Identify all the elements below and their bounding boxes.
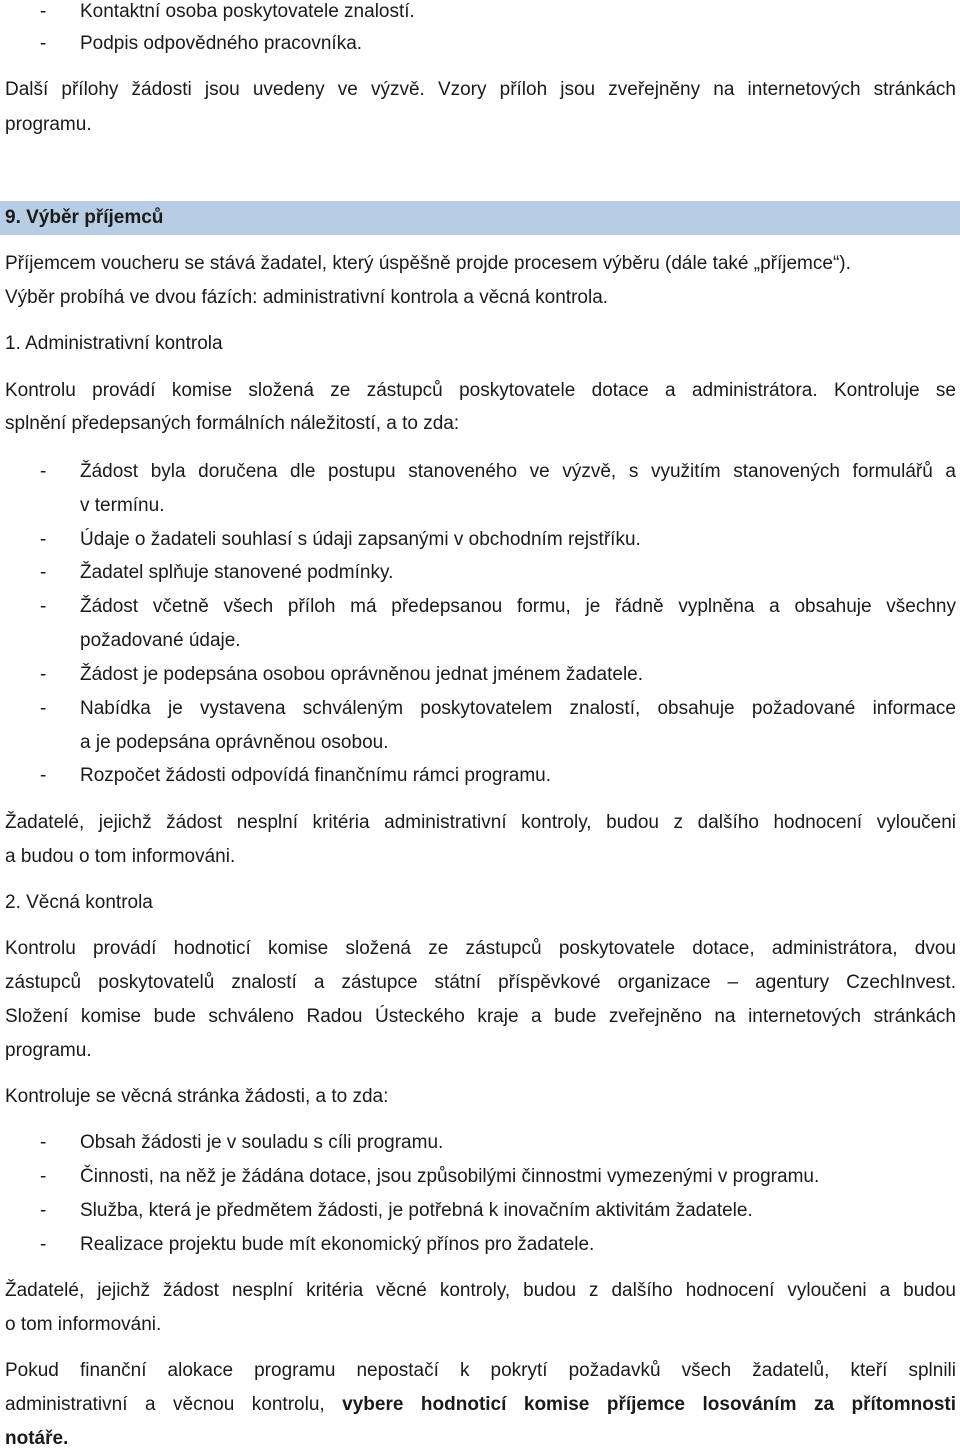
bullet-dash: -: [40, 1234, 47, 1255]
bullet-dash: -: [40, 664, 47, 685]
paragraph-line: a budou o tom informováni.: [5, 846, 236, 867]
list-item: Žadatel splňuje stanovené podmínky.: [80, 562, 394, 583]
bullet-dash: -: [40, 562, 47, 583]
section-heading: 9. Výběr příjemců: [5, 207, 164, 228]
list-item-continuation: a je podepsána oprávněnou osobou.: [80, 732, 389, 753]
list-item: Žádost včetně všech příloh má předepsanou formu, je řádně vyplněna a obsahuje všechny: [80, 596, 956, 617]
bullet-dash: -: [40, 461, 47, 482]
list-item: Žádost je podepsána osobou oprávněnou jednat jménem žadatele.: [80, 664, 644, 685]
paragraph-line: programu.: [5, 1040, 92, 1061]
bullet-dash: -: [40, 33, 47, 54]
list-item: Nabídka je vystavena schváleným poskytovatelem znalostí, obsahuje požadované informace: [80, 698, 956, 719]
list-item: Služba, která je předmětem žádosti, je potřebná k inovačním aktivitám žadatele.: [80, 1200, 753, 1221]
paragraph-text: administrativní a věcnou kontrolu,: [5, 1394, 343, 1415]
emphasized-text: notáře.: [5, 1428, 69, 1449]
subsection-heading: 1. Administrativní kontrola: [5, 333, 223, 354]
list-item: Podpis odpovědného pracovníka.: [80, 33, 363, 54]
paragraph-line: programu.: [5, 114, 92, 135]
list-item-continuation: v termínu.: [80, 495, 165, 516]
list-item: Obsah žádosti je v souladu s cíli programu.: [80, 1132, 444, 1153]
paragraph-line: Kontrolu provádí hodnoticí komise složená ze zástupců poskytovatele dotace, administrátora, dvou: [5, 938, 956, 959]
list-item: Údaje o žadateli souhlasí s údaji zapsanými v obchodním rejstříku.: [80, 529, 641, 550]
paragraph-line: Výběr probíhá ve dvou fázích: administrativní kontrola a věcná kontrola.: [5, 287, 609, 308]
subsection-heading: 2. Věcná kontrola: [5, 892, 153, 913]
bullet-dash: -: [40, 596, 47, 617]
bullet-dash: -: [40, 1166, 47, 1187]
paragraph-line: Složení komise bude schváleno Radou Ústeckého kraje a bude zveřejněno na internetových stránkách: [5, 1006, 956, 1027]
paragraph-line: Žadatelé, jejichž žádost nesplní kritéria administrativní kontroly, budou z dalšího hodnocení vyloučeni: [5, 812, 956, 833]
paragraph-line: Příjemcem voucheru se stává žadatel, který úspěšně projde procesem výběru (dále také „příjemce“).: [5, 253, 851, 274]
paragraph-line: Pokud finanční alokace programu nepostačí k pokrytí požadavků všech žadatelů, kteří splnili: [5, 1360, 956, 1381]
list-item: Realizace projektu bude mít ekonomický přínos pro žadatele.: [80, 1234, 595, 1255]
paragraph-line: Další přílohy žádosti jsou uvedeny ve výzvě. Vzory příloh jsou zveřejněny na internetových stránkách: [5, 79, 956, 100]
list-item-continuation: požadované údaje.: [80, 630, 241, 651]
bullet-dash: -: [40, 1132, 47, 1153]
bullet-dash: -: [40, 529, 47, 550]
emphasized-text: vybere hodnoticí komise příjemce losováním za přítomnosti: [342, 1394, 956, 1415]
paragraph-line: Kontroluje se věcná stránka žádosti, a to zda:: [5, 1086, 389, 1107]
list-item: Žádost byla doručena dle postupu stanoveného ve výzvě, s využitím stanovených formulářů a: [80, 461, 956, 482]
bullet-dash: -: [40, 1, 47, 22]
bullet-dash: -: [40, 698, 47, 719]
bullet-dash: -: [40, 1200, 47, 1221]
paragraph-line: splnění předepsaných formálních náležitostí, a to zda:: [5, 413, 460, 434]
list-item: Činnosti, na něž je žádána dotace, jsou způsobilými činnostmi vymezenými v programu.: [80, 1166, 820, 1187]
paragraph-line: Kontrolu provádí komise složená ze zástupců poskytovatele dotace a administrátora. Kontroluje se: [5, 380, 956, 401]
paragraph-line-mixed: [5, 1393, 956, 1417]
paragraph-line: zástupců poskytovatelů znalostí a zástupce státní příspěvkové organizace – agentury CzechInvest.: [5, 972, 956, 993]
list-item: Kontaktní osoba poskytovatele znalostí.: [80, 1, 415, 22]
paragraph-line: o tom informováni.: [5, 1314, 162, 1335]
paragraph-line: Žadatelé, jejichž žádost nesplní kritéria věcné kontroly, budou z dalšího hodnocení vyloučeni a budou: [5, 1280, 956, 1301]
bullet-dash: -: [40, 765, 47, 786]
list-item: Rozpočet žádosti odpovídá finančnímu rámci programu.: [80, 765, 552, 786]
